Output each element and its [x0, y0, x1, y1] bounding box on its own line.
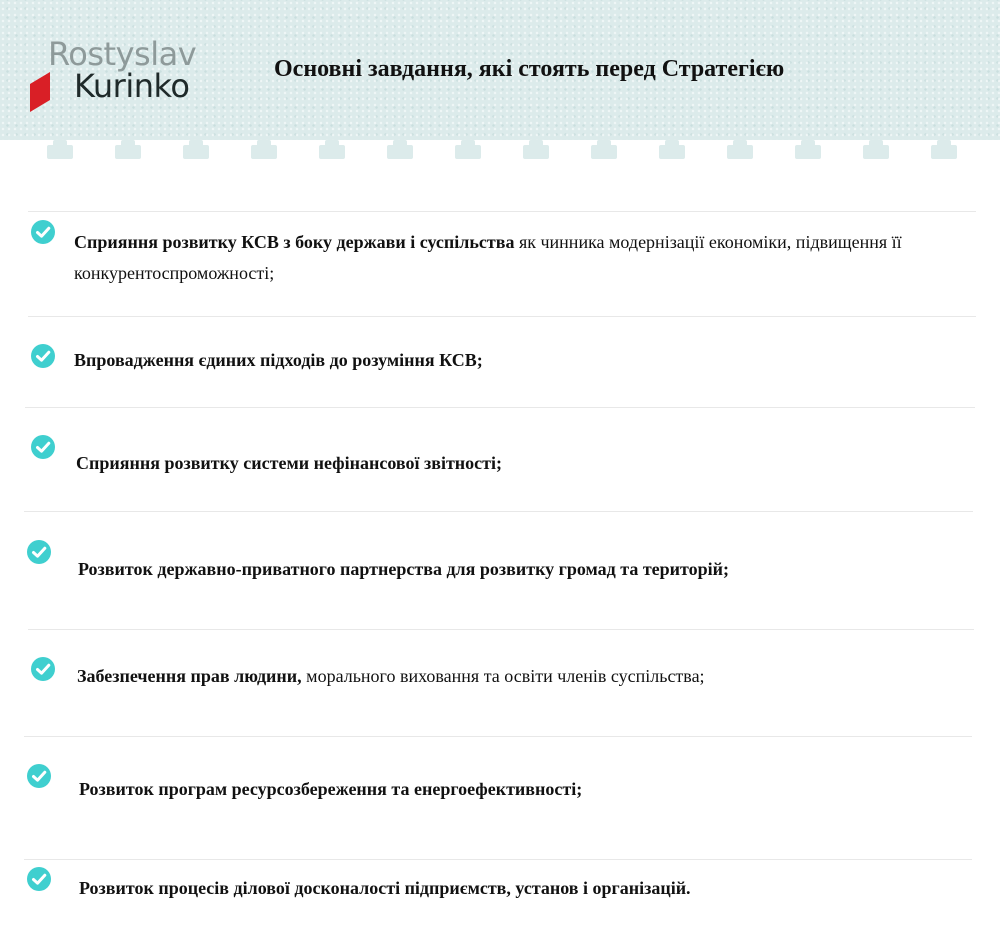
- decorative-tab: [591, 145, 617, 159]
- decorative-tab: [659, 145, 685, 159]
- task-divider: [28, 316, 976, 317]
- decorative-tab: [251, 145, 277, 159]
- decorative-tab: [795, 145, 821, 159]
- task-divider: [25, 407, 975, 408]
- check-circle-icon: [31, 344, 55, 368]
- check-circle-icon: [27, 764, 51, 788]
- logo-first-name: Rostyslav: [48, 35, 197, 73]
- task-item-text: [74, 345, 954, 376]
- decorative-tab: [523, 145, 549, 159]
- task-item-bold: Впровадження єдиних підходів до розуміння КСВ;: [74, 350, 483, 370]
- decorative-tab: [387, 145, 413, 159]
- task-item-bold: Забезпечення прав людини,: [77, 666, 302, 686]
- task-divider: [28, 211, 976, 212]
- task-item-text: [78, 554, 958, 585]
- check-circle-icon: [31, 220, 55, 244]
- task-divider: [28, 629, 974, 630]
- decorative-tab-strip: [0, 140, 1000, 162]
- task-divider: [24, 511, 973, 512]
- decorative-tab: [115, 145, 141, 159]
- check-circle-icon: [31, 657, 55, 681]
- task-divider: [24, 736, 972, 737]
- decorative-tab: [319, 145, 345, 159]
- logo-last-name: Kurinko: [74, 67, 190, 105]
- task-item-rest: морального виховання та освіти членів суспільства;: [301, 666, 705, 686]
- task-item-text: [79, 774, 959, 805]
- task-item-text: [79, 873, 959, 904]
- check-circle-icon: [27, 540, 51, 564]
- check-circle-icon: [31, 435, 55, 459]
- decorative-tab: [183, 145, 209, 159]
- decorative-tab: [455, 145, 481, 159]
- check-circle-icon: [27, 867, 51, 891]
- task-divider: [24, 859, 972, 860]
- decorative-tab: [863, 145, 889, 159]
- logo-mark-icon: [30, 72, 50, 112]
- page-title: Основні завдання, які стоять перед Стратегією: [274, 56, 785, 82]
- decorative-tab: [727, 145, 753, 159]
- task-item-rest: як чинника модернізації економіки, підвищення її конкурентоспроможності;: [74, 232, 902, 283]
- task-item-bold: Сприяння розвитку системи нефінансової звітності;: [76, 453, 502, 473]
- task-item-text: [74, 227, 954, 289]
- task-item-bold: Розвиток процесів ділової досконалості підприємств, установ і організацій.: [79, 878, 691, 898]
- decorative-tab: [47, 145, 73, 159]
- task-item-text: [77, 661, 957, 692]
- task-item-bold: Розвиток державно-приватного партнерства для розвитку громад та територій;: [78, 559, 730, 579]
- task-item-bold: Розвиток програм ресурсозбереження та енергоефективності;: [79, 779, 583, 799]
- task-item-text: [76, 448, 956, 479]
- task-item-bold: Сприяння розвитку КСВ з боку держави і суспільства: [74, 232, 515, 252]
- logo: [28, 36, 228, 116]
- decorative-tab: [931, 145, 957, 159]
